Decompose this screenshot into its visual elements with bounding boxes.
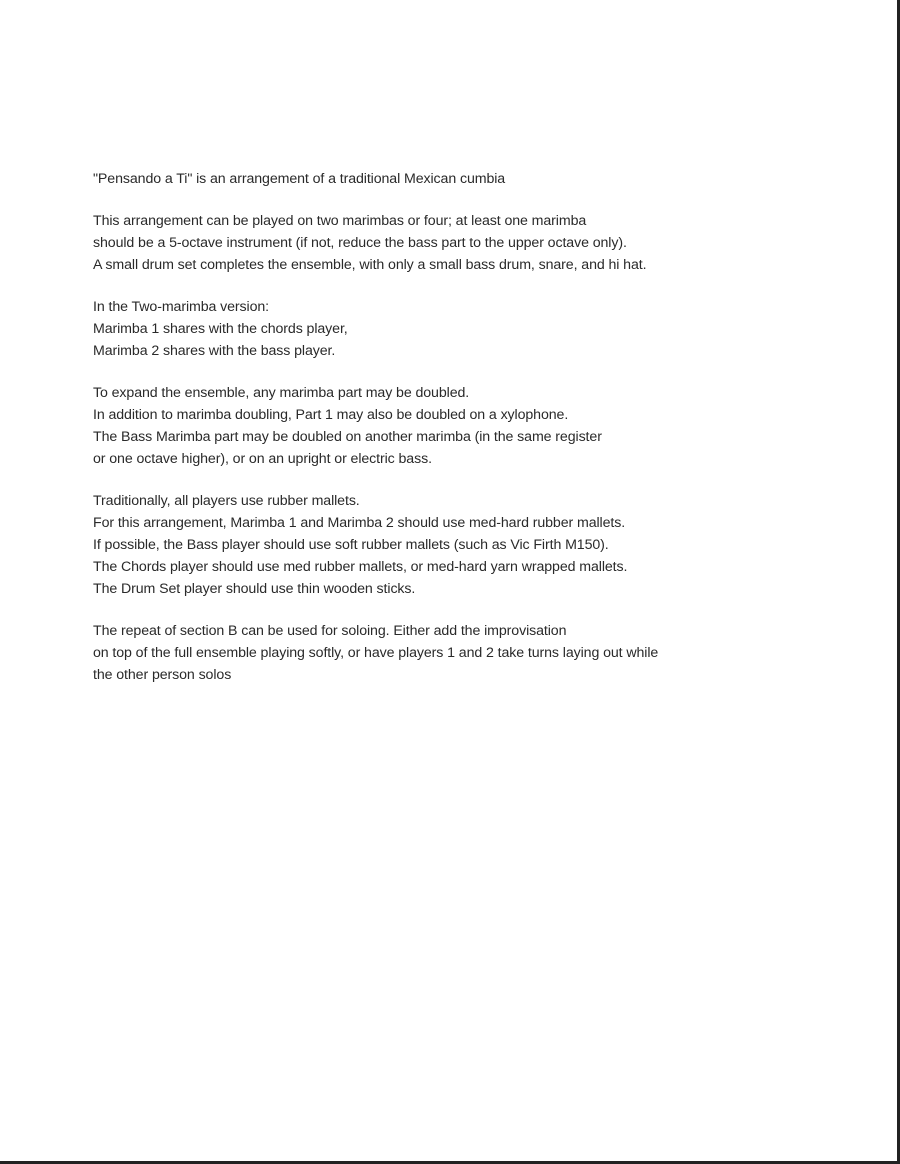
document-body xyxy=(93,168,853,706)
text-line: Marimba 2 shares with the bass player. xyxy=(93,343,336,359)
intro-line: "Pensando a Ti" is an arrangement of a traditional Mexican cumbia xyxy=(93,171,506,187)
text-line: In the Two-marimba version: xyxy=(93,299,270,315)
instrumentation-paragraph xyxy=(93,210,853,276)
text-line: should be a 5-octave instrument (if not, reduce the bass part to the upper octave only). xyxy=(93,235,627,251)
text-line: To expand the ensemble, any marimba part may be doubled. xyxy=(93,385,470,401)
text-line: on top of the full ensemble playing softly, or have players 1 and 2 take turns laying out while xyxy=(93,645,659,661)
text-line: Traditionally, all players use rubber mallets. xyxy=(93,493,360,509)
text-line: A small drum set completes the ensemble, with only a small bass drum, snare, and hi hat. xyxy=(93,257,647,273)
mallets-paragraph xyxy=(93,490,853,600)
intro-paragraph xyxy=(93,168,853,190)
text-line: For this arrangement, Marimba 1 and Marimba 2 should use med-hard rubber mallets. xyxy=(93,515,626,531)
text-line: The Chords player should use med rubber mallets, or med-hard yarn wrapped mallets. xyxy=(93,559,628,575)
text-line: the other person solos xyxy=(93,667,232,683)
text-line: If possible, the Bass player should use soft rubber mallets (such as Vic Firth M150). xyxy=(93,537,609,553)
text-line: In addition to marimba doubling, Part 1 may also be doubled on a xylophone. xyxy=(93,407,569,423)
text-line: The repeat of section B can be used for soloing. Either add the improvisation xyxy=(93,623,567,639)
soloing-paragraph xyxy=(93,620,853,686)
text-line: This arrangement can be played on two marimbas or four; at least one marimba xyxy=(93,213,587,229)
text-line: The Bass Marimba part may be doubled on another marimba (in the same register xyxy=(93,429,602,445)
two-marimba-paragraph xyxy=(93,296,853,362)
text-line: Marimba 1 shares with the chords player, xyxy=(93,321,348,337)
text-line: or one octave higher), or on an upright or electric bass. xyxy=(93,451,432,467)
text-line: The Drum Set player should use thin wooden sticks. xyxy=(93,581,416,597)
expand-ensemble-paragraph xyxy=(93,382,853,470)
